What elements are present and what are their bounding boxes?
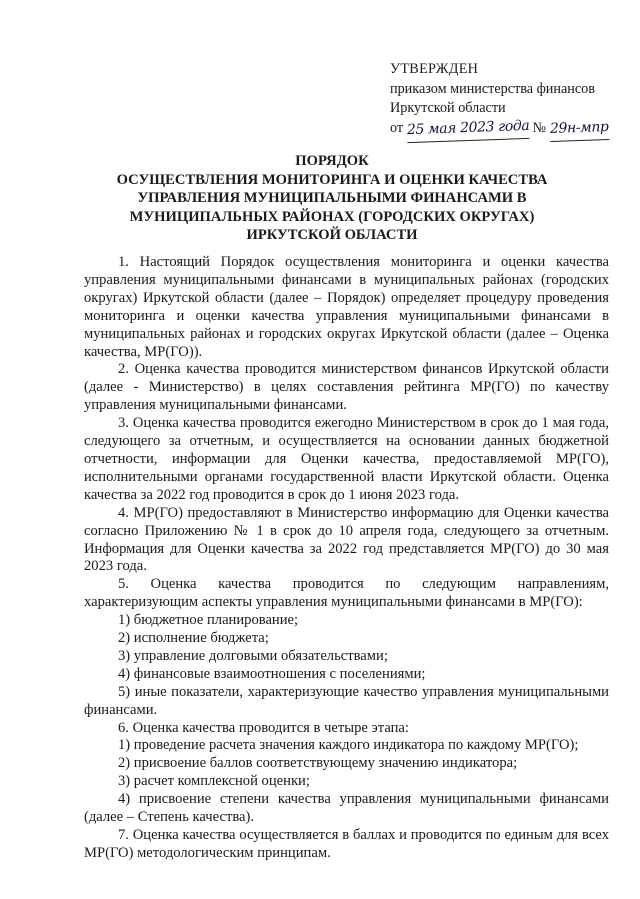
handwritten-date: 25 мая 2023 года xyxy=(406,116,529,142)
title-line: ПОРЯДОК xyxy=(295,153,369,169)
paragraph-4: 4. МР(ГО) предоставляют в Министерство информацию для Оценки качества согласно Приложению № 1 в срок до 10 апреля года, следующего за отчетным. Информация для Оценки качества за 2022 год представляется МР(ГО) до 30 мая 2023 года. xyxy=(84,504,609,575)
list-item: 5) иные показатели, характеризующие качество управления муниципальными финансами. xyxy=(84,683,609,718)
list-item: 4) финансовые взаимоотношения с поселениями; xyxy=(118,665,426,682)
approval-line-order: приказом министерства финансов xyxy=(390,80,595,97)
list-item: 3) управление долговыми обязательствами; xyxy=(118,647,388,664)
approval-title: УТВЕРЖДЕН xyxy=(390,61,479,77)
list-item: 3) расчет комплексной оценки; xyxy=(118,773,310,790)
paragraph-2: 2. Оценка качества проводится министерством финансов Иркутской области (далее - Министерство) в целях составления рейтинга МР(ГО) по качеству управления муниципальными финансами. xyxy=(84,361,609,414)
list-item: 2) исполнение бюджета; xyxy=(118,630,269,647)
paragraph-6: 6. Оценка качества проводится в четыре этапа: xyxy=(118,719,409,736)
paragraph-5: 5. Оценка качества проводится по следующим направлениям, характеризующим аспекты управления муниципальными финансами в МР(ГО): xyxy=(84,576,609,611)
document-title xyxy=(84,152,580,245)
approval-line-region: Иркутской области xyxy=(390,100,506,116)
approval-order-line xyxy=(390,119,635,141)
number-sign: № xyxy=(532,119,547,136)
list-item: 1) проведение расчета значения каждого индикатора по каждому МР(ГО); xyxy=(118,737,579,754)
approval-prefix: от xyxy=(390,119,404,136)
list-item: 1) бюджетное планирование; xyxy=(118,612,299,629)
paragraph-3: 3. Оценка качества проводится ежегодно Министерством в срок до 1 мая года, следующего за отчетным, и осуществляется на основании данных бюджетной отчетности, информации для Оценки качества, предоставляемой МР(ГО), исполнительными органами государственной власти Иркутской области. Оценка качества за 2022 год проводится в срок до 1 июня 2023 года. xyxy=(84,415,609,503)
approval-stamp-block xyxy=(390,60,635,140)
title-line: МУНИЦИПАЛЬНЫХ РАЙОНАХ (ГОРОДСКИХ ОКРУГАХ) xyxy=(129,208,535,225)
title-line: ОСУЩЕСТВЛЕНИЯ МОНИТОРИНГА И ОЦЕНКИ КАЧЕСТВА xyxy=(116,171,548,188)
title-line: УПРАВЛЕНИЯ МУНИЦИПАЛЬНЫМИ ФИНАНСАМИ В xyxy=(137,190,527,207)
document-body xyxy=(84,254,609,863)
title-line: ИРКУТСКОЙ ОБЛАСТИ xyxy=(246,227,418,244)
paragraph-7: 7. Оценка качества осуществляется в баллах и проводится по единым для всех МР(ГО) методологическим принципам. xyxy=(84,827,609,861)
handwritten-number: 29н-мпр xyxy=(549,117,608,141)
list-item: 2) присвоение баллов соответствующему значению индикатора; xyxy=(118,755,518,772)
paragraph-1: 1. Настоящий Порядок осуществления мониторинга и оценки качества управления муниципальными финансами в муниципальных районах (городских округах) Иркутской области (далее – Порядок) определяет процедуру проведения мониторинга и оценки качества управления муниципальными финансами в муниципальных районах и городских округах Иркутской области (далее – Оценка качества, МР(ГО)). xyxy=(84,254,609,360)
list-item: 4) присвоение степени качества управления муниципальными финансами (далее – Степень качества). xyxy=(84,791,609,826)
